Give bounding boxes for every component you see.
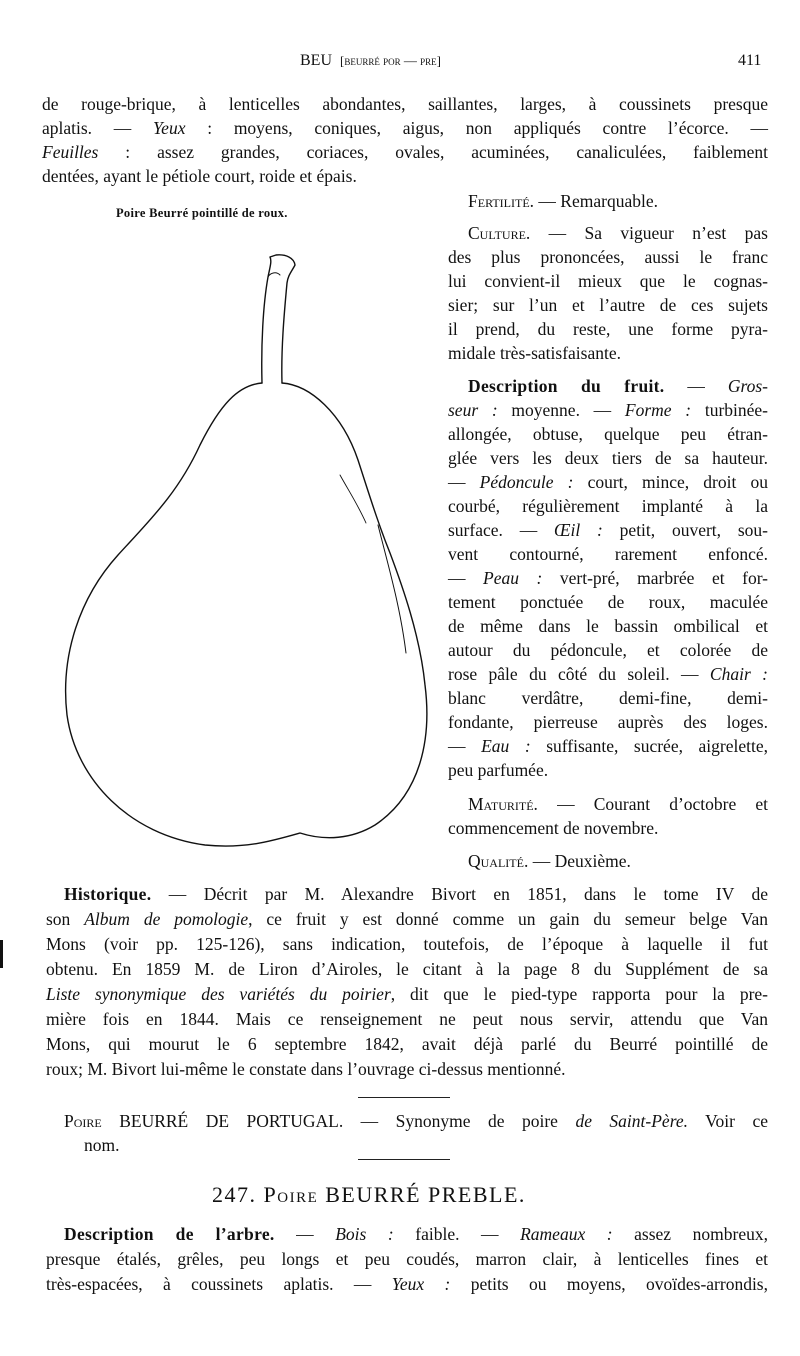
running-head-left: BEU bbox=[300, 52, 332, 69]
arbre-line-3-b: petits ou moyens, ovoïdes-arrondis, bbox=[450, 1274, 768, 1294]
desc-line-7-b: petit, ouvert, sou- bbox=[602, 520, 768, 540]
divider-1 bbox=[358, 1097, 450, 1098]
fertilite-label: Fertilité. bbox=[468, 191, 535, 211]
page-number: 411 bbox=[738, 52, 762, 69]
desc-chair-label: Chair : bbox=[709, 664, 768, 684]
historique-line-7: Mons, qui mourut le 6 septembre 1842, avait déjà parlé du Beurré pointillé de bbox=[46, 1034, 768, 1054]
historique-line-2-a: son bbox=[46, 909, 85, 929]
historique-line-3: Mons (voir pp. 125-126), sans indication, toutefois, de l’époque à laquelle il fut bbox=[46, 934, 768, 954]
margin-mark bbox=[0, 940, 3, 968]
historique-line-1-text: — Décrit par M. Alexandre Bivort en 1851, dans le tome IV de bbox=[151, 884, 768, 904]
qualite-label: Qualité. bbox=[468, 851, 529, 871]
maturite-line-1 bbox=[468, 792, 768, 816]
desc-forme-label: Forme : bbox=[624, 400, 692, 420]
synonym-poire: Poire bbox=[64, 1111, 102, 1131]
historique-line-2 bbox=[46, 907, 768, 931]
intro-line-2 bbox=[42, 116, 768, 140]
desc-line-16-b: suffisante, sucrée, aigrelette, bbox=[530, 736, 768, 756]
desc-moyenne: moyenne. — bbox=[497, 400, 625, 420]
arbre-rameaux-label: Rameaux : bbox=[520, 1224, 613, 1244]
culture-line-5: il prend, du reste, une forme pyra- bbox=[448, 319, 768, 339]
arbre-line-1-end: assez nombreux, bbox=[612, 1224, 768, 1244]
intro-line-3 bbox=[42, 140, 768, 164]
desc-line-16-a: — bbox=[448, 736, 482, 756]
historique-line-6: mière fois en 1844. Mais ce renseignement ne peut nous servir, attendu que Van bbox=[46, 1009, 768, 1029]
desc-heading: Description du fruit. bbox=[468, 376, 665, 396]
section-247-title bbox=[212, 1182, 526, 1208]
intro-line-2-yeux: Yeux bbox=[153, 118, 186, 138]
arbre-yeux-label: Yeux : bbox=[391, 1274, 451, 1294]
historique-line-5 bbox=[46, 982, 768, 1006]
synonym-line-1 bbox=[64, 1109, 768, 1133]
historique-heading: Historique. bbox=[64, 884, 152, 904]
intro-line-1 bbox=[42, 92, 768, 116]
intro-line-4: dentées, ayant le pétiole court, roide et épais. bbox=[42, 166, 357, 186]
desc-line-1 bbox=[468, 374, 768, 398]
arbre-bois-label: Bois : bbox=[335, 1224, 394, 1244]
historique-line-5-b: , dit que le pied-type rapporta pour la pre- bbox=[390, 984, 769, 1004]
desc-line-3: allongée, obtuse, quelque peu étran- bbox=[448, 424, 768, 444]
arbre-faible: faible. — bbox=[393, 1224, 521, 1244]
intro-line-2-b: : moyens, coniques, aigus, non appliqués contre l’écorce. — bbox=[185, 118, 768, 138]
desc-line-10: tement ponctuée de roux, maculée bbox=[448, 592, 768, 612]
desc-line-9 bbox=[448, 566, 768, 590]
qualite-line bbox=[468, 849, 631, 873]
qualite-value: — Deuxième. bbox=[528, 851, 631, 871]
arbre-line-3-a: très-espacées, à coussinets aplatis. — bbox=[46, 1274, 392, 1294]
desc-line-2 bbox=[448, 398, 768, 422]
desc-line-16 bbox=[448, 734, 768, 758]
arbre-dash-1: — bbox=[274, 1224, 336, 1244]
desc-seur: seur : bbox=[448, 400, 498, 420]
desc-pedoncule-label: Pédoncule : bbox=[479, 472, 574, 492]
pear-illustration bbox=[40, 235, 450, 865]
desc-line-12: autour du pédoncule, et colorée de bbox=[448, 640, 768, 660]
desc-turbinee: turbinée- bbox=[691, 400, 769, 420]
desc-line-15: fondante, pierreuse auprès des loges. bbox=[448, 712, 768, 732]
historique-album-title: Album de pomologie bbox=[84, 909, 249, 929]
maturite-line-2: commencement de novembre. bbox=[448, 818, 659, 838]
desc-line-5-b: court, mince, droit ou bbox=[573, 472, 768, 492]
fertilite-value: — Remarquable. bbox=[534, 191, 658, 211]
desc-peau-label: Peau : bbox=[483, 568, 543, 588]
culture-line-2: des plus prononcées, aussi le franc bbox=[448, 247, 768, 267]
historique-line-1 bbox=[64, 882, 768, 906]
intro-line-2-a: aplatis. — bbox=[42, 118, 154, 138]
culture-line-1 bbox=[468, 221, 768, 245]
synonym-line-2: nom. bbox=[84, 1135, 120, 1155]
section-247-number: 247. bbox=[212, 1182, 257, 1207]
desc-line-7 bbox=[448, 518, 768, 542]
desc-line-5 bbox=[448, 470, 768, 494]
maturite-text: — Courant d’octobre et bbox=[537, 794, 768, 814]
figure-caption: Poire Beurré pointillé de roux. bbox=[116, 206, 288, 220]
culture-line-3: lui convient-il mieux que le cognas- bbox=[448, 271, 768, 291]
desc-dash: — bbox=[664, 376, 728, 396]
section-247-name: BEURRÉ PREBLE. bbox=[325, 1182, 526, 1207]
desc-oeil-label: Œil : bbox=[554, 520, 603, 540]
desc-line-13 bbox=[448, 662, 768, 686]
section-247-poire: Poire bbox=[263, 1182, 319, 1207]
desc-line-17: peu parfumée. bbox=[448, 760, 549, 780]
synonym-saint-pere: de Saint-Père. bbox=[575, 1111, 688, 1131]
desc-line-4: glée vers les deux tiers de sa hauteur. bbox=[448, 448, 768, 468]
desc-line-5-a: — bbox=[448, 472, 480, 492]
desc-line-14: blanc verdâtre, demi-fine, demi- bbox=[448, 688, 768, 708]
synonym-text: BEURRÉ DE PORTUGAL. — Synonyme de poire bbox=[101, 1111, 576, 1131]
synonym-voir: Voir ce bbox=[688, 1111, 768, 1131]
intro-line-3-b: : assez grandes, coriaces, ovales, acuminées, canaliculées, faiblement bbox=[98, 142, 768, 162]
desc-line-7-a: surface. — bbox=[448, 520, 554, 540]
culture-label: Culture. bbox=[468, 223, 531, 243]
desc-line-8: vent contourné, rarement enfoncé. bbox=[448, 544, 768, 564]
arbre-line-1 bbox=[64, 1222, 768, 1246]
maturite-label: Maturité. bbox=[468, 794, 538, 814]
intro-line-3-feuilles: Feuilles bbox=[42, 142, 99, 162]
arbre-line-2: presque étalés, grêles, peu longs et peu coudés, marron clair, à lenticelles fines et bbox=[46, 1249, 768, 1269]
desc-line-6: courbé, régulièrement implanté à la bbox=[448, 496, 768, 516]
historique-liste-title: Liste synonymique des variétés du poirier bbox=[46, 984, 391, 1004]
historique-line-8: roux; M. Bivort lui-même le constate dans l’ouvrage ci-dessus mentionné. bbox=[46, 1059, 566, 1079]
desc-line-9-b: vert-pré, marbrée et for- bbox=[542, 568, 769, 588]
desc-line-9-a: — bbox=[448, 568, 484, 588]
fertilite-line bbox=[468, 189, 658, 213]
desc-line-11: de même dans le bassin ombilical et bbox=[448, 616, 768, 636]
culture-line-6: midale très-satisfaisante. bbox=[448, 343, 621, 363]
culture-line-1-text: — Sa vigueur n’est pas bbox=[530, 223, 768, 243]
intro-line-1-text: de rouge-brique, à lenticelles abondantes, saillantes, larges, à coussinets presque bbox=[42, 94, 768, 114]
divider-2 bbox=[358, 1159, 450, 1160]
desc-grosseur-label: Gros- bbox=[727, 376, 768, 396]
pear-body bbox=[66, 383, 427, 846]
running-head-bracket: [beurré por — pre] bbox=[340, 53, 441, 68]
historique-line-2-b: , ce fruit y est donné comme un gain du semeur belge Van bbox=[248, 909, 768, 929]
arbre-line-3 bbox=[46, 1272, 768, 1296]
desc-line-13-a: rose pâle du côté du soleil. — bbox=[448, 664, 710, 684]
culture-line-4: sier; sur l’un et l’autre de ces sujets bbox=[448, 295, 768, 315]
historique-line-4: obtenu. En 1859 M. de Liron d’Airoles, le citant à la page 8 du Supplément de sa bbox=[46, 959, 768, 979]
desc-eau-label: Eau : bbox=[481, 736, 531, 756]
arbre-heading: Description de l’arbre. bbox=[64, 1224, 275, 1244]
running-head bbox=[300, 52, 441, 70]
